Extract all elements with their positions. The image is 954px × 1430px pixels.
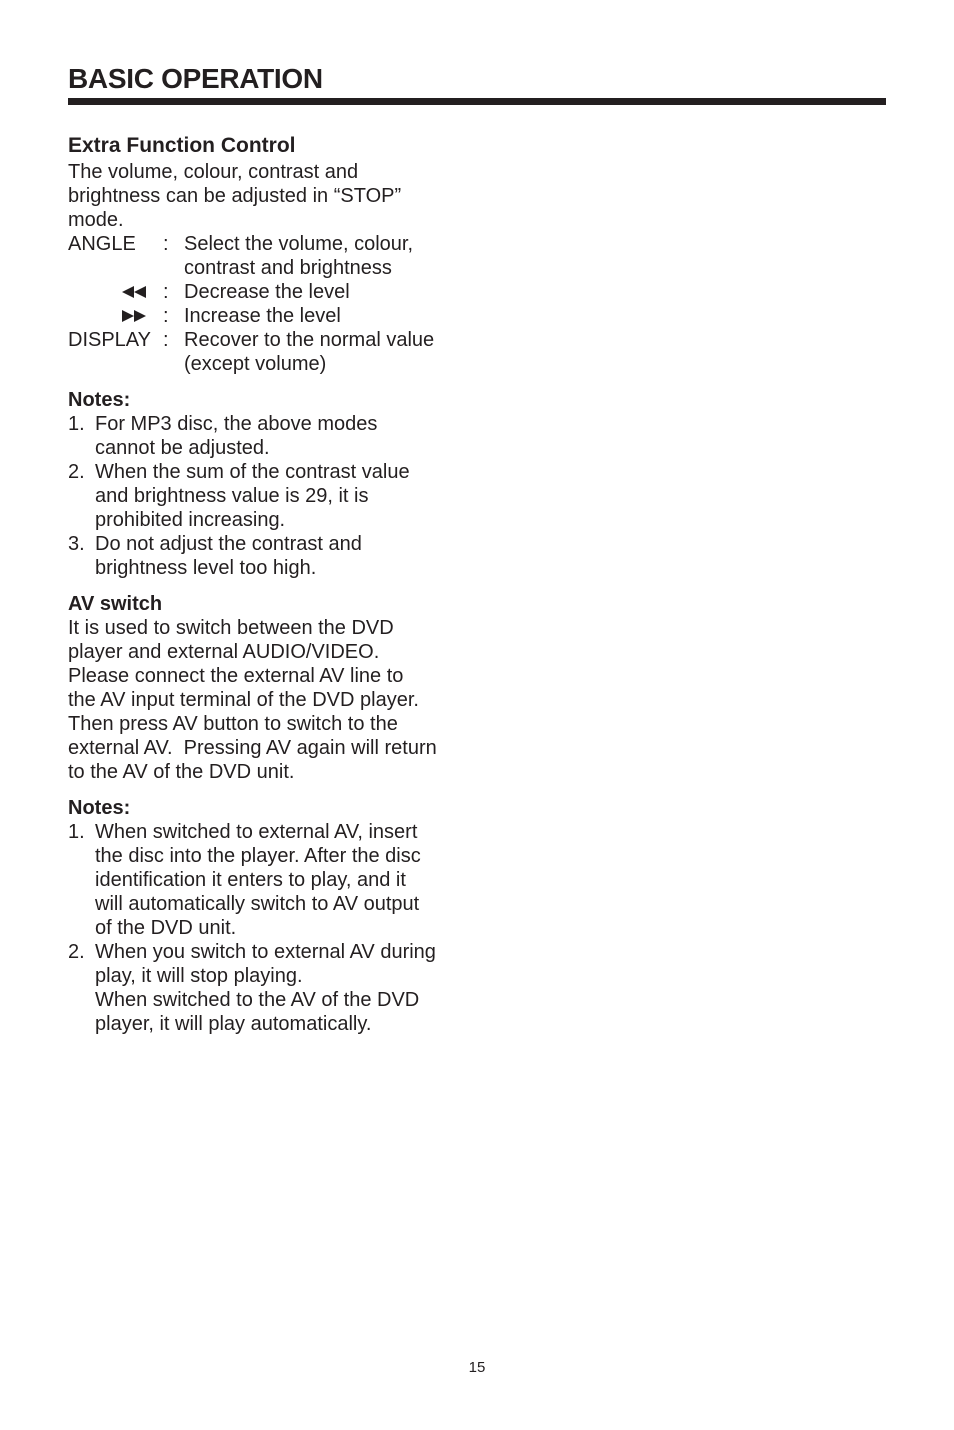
page-number: 15 (468, 1359, 486, 1376)
note-number: 2. (68, 941, 85, 963)
note-text (95, 532, 468, 580)
note-text (95, 412, 468, 460)
control-description-line: Increase the level (184, 305, 341, 327)
control-row (68, 304, 468, 328)
note-line: cannot be adjusted. (95, 437, 270, 459)
control-description-line: Decrease the level (184, 281, 350, 303)
control-key (68, 304, 163, 328)
note-line: play, it will stop playing. (95, 965, 303, 987)
note-line: When you switch to external AV during (95, 941, 436, 963)
control-description (184, 304, 468, 328)
note-line: prohibited increasing. (95, 509, 286, 531)
control-colon: : (163, 305, 169, 327)
note-item (68, 412, 468, 460)
notes-list-2 (68, 820, 468, 1036)
note-text (95, 460, 468, 532)
control-description (184, 232, 468, 280)
note-line: Do not adjust the contrast and (95, 533, 362, 555)
av-switch-line: external AV. Pressing AV again will return (68, 737, 437, 759)
control-description-line: Select the volume, colour, (184, 233, 414, 255)
page-title: BASIC OPERATION (68, 63, 323, 94)
note-number: 3. (68, 533, 85, 555)
note-number: 1. (68, 413, 85, 435)
control-description-line: contrast and brightness (184, 257, 392, 279)
note-line: When switched to external AV, insert (95, 821, 418, 843)
note-item (68, 460, 468, 532)
note-text (95, 940, 468, 1036)
note-line: When switched to the AV of the DVD (95, 989, 420, 1011)
control-colon: : (163, 281, 169, 303)
content-column (68, 132, 468, 1036)
note-item (68, 940, 468, 1036)
note-line: For MP3 disc, the above modes (95, 413, 378, 435)
av-switch-heading: AV switch (68, 593, 163, 615)
control-key-label: DISPLAY (68, 329, 151, 351)
av-switch-line: player and external AUDIO/VIDEO. (68, 641, 380, 663)
note-item (68, 532, 468, 580)
control-description-line: (except volume) (184, 353, 327, 375)
av-switch-line: It is used to switch between the DVD (68, 617, 394, 639)
note-line: of the DVD unit. (95, 917, 237, 939)
note-number: 2. (68, 461, 85, 483)
control-row (68, 232, 468, 280)
extra-function-intro: The volume, colour, contrast and brightness can be adjusted in “STOP” mode. (68, 161, 402, 231)
av-switch-line: the AV input terminal of the DVD player. (68, 689, 419, 711)
control-key (68, 232, 163, 280)
av-switch-line: Please connect the external AV line to (68, 665, 404, 687)
rewind-icon (122, 286, 148, 298)
controls-table (68, 232, 468, 376)
note-number: 1. (68, 821, 85, 843)
notes-list-1 (68, 412, 468, 580)
extra-function-heading: Extra Function Control (68, 134, 296, 157)
fast-forward-icon (122, 310, 148, 322)
control-key (68, 328, 163, 376)
control-key-label: ANGLE (68, 233, 136, 255)
note-item (68, 820, 468, 940)
av-switch-line: to the AV of the DVD unit. (68, 761, 295, 783)
control-description (184, 280, 468, 304)
control-row (68, 280, 468, 304)
notes-heading-2: Notes: (68, 797, 131, 819)
note-text (95, 820, 468, 940)
note-line: player, it will play automatically. (95, 1013, 372, 1035)
notes-heading-1: Notes: (68, 389, 131, 411)
control-description-line: Recover to the normal value (184, 329, 435, 351)
note-line: brightness level too high. (95, 557, 317, 579)
note-line: identification it enters to play, and it (95, 869, 406, 891)
av-switch-paragraph (68, 616, 468, 784)
title-divider (68, 98, 886, 105)
control-colon: : (163, 329, 169, 351)
av-switch-line: Then press AV button to switch to the (68, 713, 398, 735)
control-key (68, 280, 163, 304)
note-line: the disc into the player. After the disc (95, 845, 421, 867)
control-description (184, 328, 468, 376)
control-colon: : (163, 233, 169, 255)
note-line: When the sum of the contrast value (95, 461, 410, 483)
control-row (68, 328, 468, 376)
note-line: will automatically switch to AV output (95, 893, 420, 915)
note-line: and brightness value is 29, it is (95, 485, 369, 507)
